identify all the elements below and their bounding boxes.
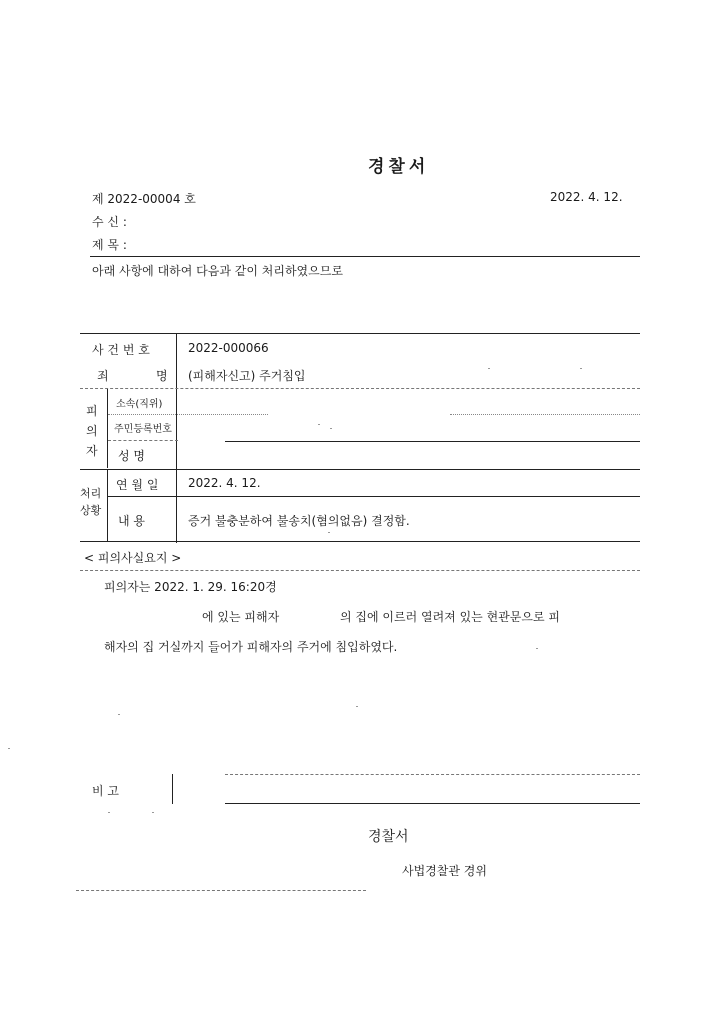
remarks-label: 비 고 (92, 784, 119, 798)
footer-officer: 사법경찰관 경위 (402, 864, 487, 878)
processing-content-value: 증거 불충분하여 불송치(혐의없음) 결정함. (188, 514, 410, 528)
suspect-label-2: 의 (86, 424, 98, 438)
affiliation-label: 소속(직위) (116, 399, 163, 410)
processing-label-2: 상황 (80, 504, 102, 517)
processing-date-value: 2022. 4. 12. (188, 476, 261, 490)
suspect-label-3: 자 (86, 444, 98, 458)
facts-line-1: 피의자는 2022. 1. 29. 16:20경 (104, 580, 277, 594)
recipient-label: 수 신 : (92, 215, 127, 229)
intro-text: 아래 사항에 대하여 다음과 같이 처리하였으므로 (92, 264, 343, 278)
footer-agency: 경찰서 (368, 829, 409, 845)
crime-label-2: 명 (156, 369, 168, 383)
crime-value: (피해자신고) 주거침입 (188, 369, 306, 383)
facts-line-3: 해자의 집 거실까지 들어가 피해자의 주거에 침입하였다. (104, 640, 398, 654)
processing-label-1: 처리 (80, 487, 102, 500)
suspect-label-1: 피 (86, 404, 98, 418)
case-number-label: 사 건 번 호 (92, 343, 150, 357)
processing-content-label: 내 용 (118, 514, 145, 528)
facts-heading: < 피의사실요지 > (84, 551, 182, 565)
facts-line-2-part-2: 의 집에 이르러 열려져 있는 현관문으로 피 (340, 610, 560, 624)
crime-label-1: 죄 (97, 369, 109, 383)
facts-line-2-part-1: 에 있는 피해자 (202, 610, 280, 624)
subject-underline (90, 256, 640, 257)
document-title: 경찰서 (368, 157, 430, 177)
document-number: 제 2022-00004 호 (92, 192, 196, 206)
resident-number-label: 주민등록번호 (114, 424, 172, 435)
subject-label: 제 목 : (92, 238, 127, 252)
processing-date-label: 연 월 일 (116, 478, 159, 492)
name-label: 성 명 (118, 449, 145, 463)
document-date: 2022. 4. 12. (550, 190, 623, 204)
case-number-value: 2022-000066 (188, 341, 269, 355)
